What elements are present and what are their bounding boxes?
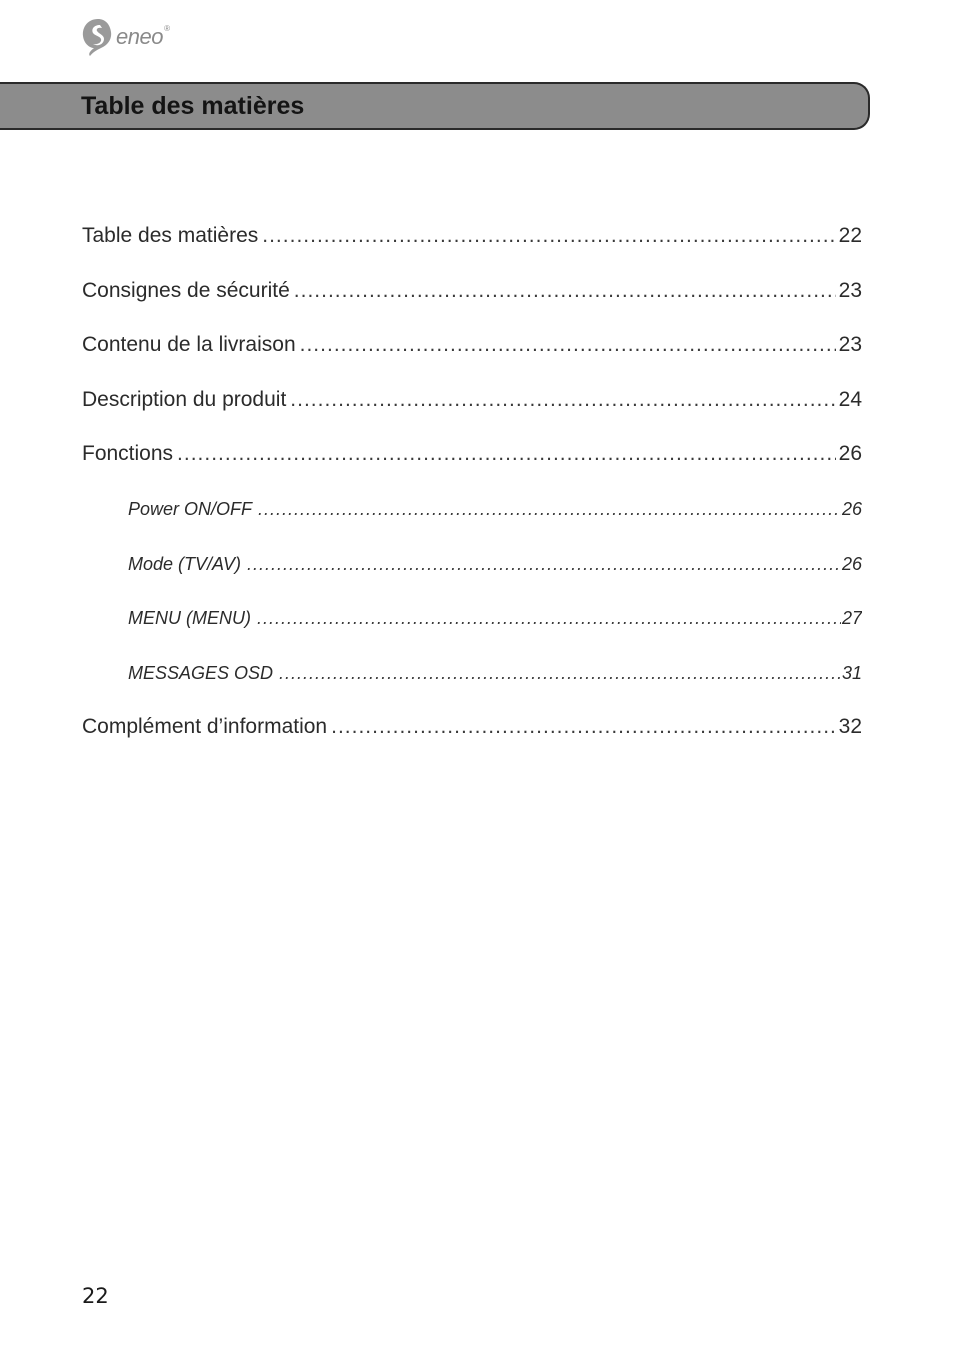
eneo-logo-icon	[80, 17, 114, 57]
dot-leader	[279, 663, 841, 684]
toc-entry-label: Consignes de sécurité	[82, 279, 290, 302]
dot-leader	[257, 608, 841, 629]
page-number: 22	[82, 1284, 109, 1308]
dot-leader	[331, 715, 836, 739]
dot-leader	[290, 388, 835, 412]
dot-leader	[300, 333, 836, 357]
toc-entry-label: MENU (MENU)	[128, 608, 251, 628]
toc-entry-page: 26	[841, 554, 862, 574]
toc-subentry[interactable]	[128, 663, 862, 684]
toc-subentry[interactable]	[128, 608, 862, 629]
dot-leader	[262, 224, 835, 248]
toc-entry[interactable]	[82, 442, 862, 466]
toc-entry[interactable]	[82, 333, 862, 357]
toc-entry-label: MESSAGES OSD	[128, 663, 274, 683]
section-title-bar	[0, 82, 870, 130]
toc-entry[interactable]	[82, 224, 862, 248]
dot-leader	[258, 499, 841, 520]
toc-entry-page: 22	[838, 224, 862, 247]
brand-logo	[80, 16, 169, 58]
dot-leader	[294, 279, 836, 303]
toc-entry[interactable]	[82, 279, 862, 303]
toc-entry[interactable]	[82, 388, 862, 412]
toc-entry-page: 23	[838, 279, 862, 302]
toc-entry-label: Description du produit	[82, 388, 287, 411]
dot-leader	[177, 442, 836, 466]
toc-entry-page: 23	[838, 333, 862, 356]
toc-entry-page: 31	[841, 663, 862, 683]
toc-entry-label: Fonctions	[82, 442, 174, 465]
toc-entry-label: Mode (TV/AV)	[128, 554, 242, 574]
toc-entry-page: 27	[841, 608, 862, 628]
toc-subentry[interactable]	[128, 499, 862, 520]
toc-entry[interactable]	[82, 715, 862, 739]
page-title: Table des matières	[81, 92, 305, 120]
toc-entry-page: 24	[838, 388, 862, 411]
toc-entry-label: Complément d’information	[82, 715, 328, 738]
registered-mark: ®	[163, 24, 170, 33]
toc-entry-page: 32	[838, 715, 862, 738]
dot-leader	[247, 554, 841, 575]
brand-name: eneo®	[116, 24, 170, 49]
toc-subentry[interactable]	[128, 554, 862, 575]
toc-entry-label: Table des matières	[82, 224, 259, 247]
toc-entry-label: Power ON/OFF	[128, 499, 253, 519]
toc-entry-page: 26	[838, 442, 862, 465]
toc-entry-label: Contenu de la livraison	[82, 333, 296, 356]
toc-entry-page: 26	[841, 499, 862, 519]
